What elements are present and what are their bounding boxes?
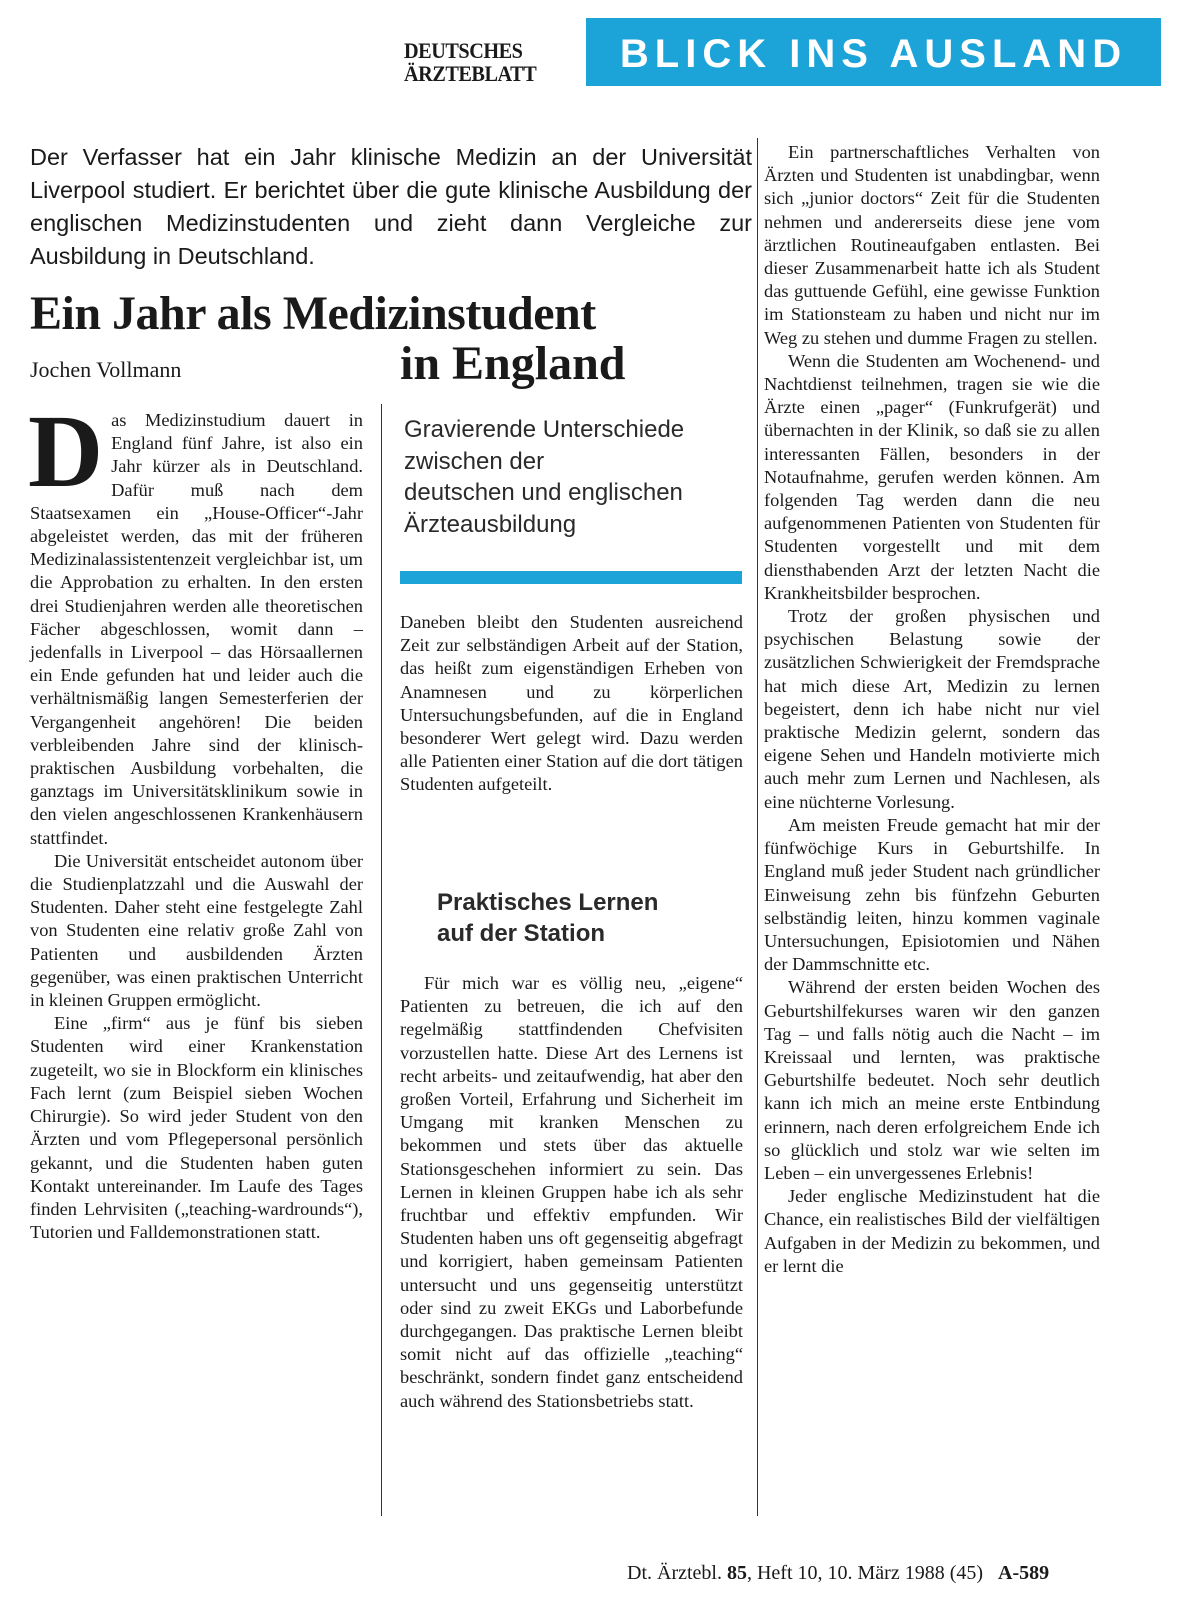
paragraph: Die Universität entscheidet autonom über die Studienplatzzahl und die Auswahl der Studenten. Daher steht eine festgelegte Zahl von Studenten eine relativ große Zahl von Patienten und ausbildenden Ärzten gegenüber, was einen praktischen Unterricht in kleinen Gruppen ermöglicht. xyxy=(30,850,363,1011)
subtitle-line: zwischen der xyxy=(404,447,545,475)
journal-logo xyxy=(404,39,560,85)
column-2-top xyxy=(400,611,743,797)
footer-issue: , Heft 10, 10. März 1988 (45) xyxy=(746,1562,984,1584)
paragraph-text: as Medizinstudium dauert in England fünf Jahre, ist also ein Jahr kürzer als in Deutschland. Dafür muß nach dem Staatsexamen ein „House-Officer“-Jahr abgeleistet werden, das mit der früheren Medizinalassistentenzeit vergleichbar ist, um die Approbation zu erhalten. In den ersten drei Studienjahren werden alle theoretischen Fächer abgeschlossen, womit dann – jedenfalls in Liverpool – das Hörsaallernen ein Ende gefunden hat und leider auch die verhältnismäßig langen Semesterferien der Vergangenheit angehören! Die beiden verbleibenden Jahre sind der klinisch-praktischen Ausbildung vorbehalten, die ganztags im Universitätsklinikum sowie in den vielen angeschlossenen Krankenhäusern stattfindet. xyxy=(30,410,363,848)
logo-line-2: ÄRZTEBLATT xyxy=(404,61,537,86)
paragraph: Wenn die Studenten am Wochenend- und Nachtdienst teilnehmen, tragen sie wie die Ärzte einen „pager“ (Funkrufgerät) und übernachten in der Klinik, so daß sie zu allen interessanten Fällen, besonders in der Notaufnahme, gerufen werden können. Am folgenden Tag werden dann die neu aufgenommenen Patienten von Studenten für Studenten vorgestellt und mit dem diensthabenden Arzt der letzten Nacht die Krankheitsbilder besprochen. xyxy=(764,350,1100,603)
logo-line-1: DEUTSCHES xyxy=(404,38,523,63)
subtitle-line: Ärzteausbildung xyxy=(404,510,577,538)
drop-cap: D xyxy=(28,394,104,509)
paragraph: Für mich war es völlig neu, „eigene“ Patienten zu betreuen, die ich auf den regelmäßig stattfindenden Chefvisiten vorzustellen hatte. Diese Art des Lernens ist recht arbeits- und zeitaufwendig, hat aber den großen Vorteil, Erfahrung und Sicherheit im Umgang mit kranken Menschen zu bekommen und stets über das aktuelle Stationsgeschehen informiert zu sein. Das Lernen in kleinen Gruppen habe ich als sehr fruchtbar und effektiv empfunden. Wir Studenten haben uns oft gegenseitig abgefragt und korrigiert, haben gemeinsam Patienten untersucht und uns gegenseitig unterstützt oder sind zu zweit EKGs und Laborbefunde durchgegangen. Das praktische Lernen bleibt somit nicht auf das offizielle „teaching“ beschränkt, sondern findet ganz entscheidend auch während des Stationsbetriebs statt. xyxy=(400,973,743,1411)
section-banner: BLICK INS AUSLAND xyxy=(586,18,1161,86)
lead-paragraph: Der Verfasser hat ein Jahr klinische Medizin an der Universität Liverpool studiert. Er berichtet über die gute klinische Ausbildung der englischen Medizinstudenten und zieht dann Vergleiche zur Ausbildung in Deutschland. xyxy=(30,144,752,269)
page-footer xyxy=(627,1562,1049,1585)
paragraph: Während der ersten beiden Wochen des Geburtshilfekurses waren wir den ganzen Tag – und falls nötig auch die Nacht – im Kreissaal und lernten, was praktische Geburtshilfe bedeutet. Noch sehr deutlich kann ich mich an meine erste Entbindung erinnern, nach deren erfolgreichem Ende ich so glücklich und stolz war wie selten im Leben – ein unvergessenes Erlebnis! xyxy=(764,977,1100,1183)
footer-page-number: A-589 xyxy=(998,1562,1050,1584)
column-2-bottom xyxy=(400,972,743,1413)
paragraph: Jeder englische Medizinstudent hat die Chance, ein realistisches Bild der vielfältigen Aufgaben in der Medizin zu bekommen, und er lernt die xyxy=(764,1186,1100,1276)
paragraph xyxy=(28,394,363,850)
subtitle xyxy=(404,414,749,540)
column-3 xyxy=(764,141,1100,1278)
subhead-line: Praktisches Lernen xyxy=(437,889,659,916)
paragraph: Am meisten Freude gemacht hat mir der fünfwöchige Kurs in Geburtshilfe. In England muß jeder Student nach gründlicher Einweisung zehn bis fünfzehn Geburten selbständig leiten, hinzu kommen vaginale Untersuchungen, Episiotomien und Nähen der Dammschnitte etc. xyxy=(764,814,1100,975)
section-subhead xyxy=(437,887,737,949)
headline-line-1: Ein Jahr als Medizinstudent xyxy=(30,287,596,340)
paragraph: Trotz der großen physischen und psychischen Belastung sowie der zusätzlichen Schwierigkeit der Fremdsprache hat mich diese Art, Medizin zu lernen begeistert, denn ich habe nicht nur viel praktische Medizin gelernt, sondern das eigene Sehen und Handeln motivierte mich auch mehr zum Lernen und Nachlesen, als eine nüchterne Vorlesung. xyxy=(764,606,1100,812)
paragraph: Eine „firm“ aus je fünf bis sieben Studenten wird einer Krankenstation zugeteilt, wo sie in Blockform ein klinisches Fach lernt (zum Beispiel sieben Wochen Chirurgie). So wird jeder Student von den Ärzten und vom Pflegepersonal persönlich gekannt, und die Studenten haben guten Kontakt untereinander. Im Laufe des Tages finden Lehrvisiten („teaching-wardrounds“), Tutorien und Falldemonstrationen statt. xyxy=(30,1013,363,1243)
paragraph: Ein partnerschaftliches Verhalten von Ärzten und Studenten ist unabdingbar, wenn sich „junior doctors“ Zeit für die Studenten nehmen und andererseits diese jene vom ärztlichen Routineaufgaben entlasten. Bei dieser Zusammenarbeit hatte ich als Student das guttuende Gefühl, eine gewisse Funktion im Stationsteam zu haben und nicht nur im Weg zu stehen und dumme Fragen zu stellen. xyxy=(764,142,1100,348)
headline-line-2: in England xyxy=(400,337,626,390)
footer-volume: 85 xyxy=(726,1562,747,1584)
paragraph: Daneben bleibt den Studenten ausreichend Zeit zur selbständigen Arbeit auf der Station, das heißt zum eigenständigen Erheben von Anamnesen und zu körperlichen Untersuchungsbefunden, auf die in England besonderer Wert gelegt wird. Dazu werden alle Patienten einer Station auf die dort tätigen Studenten aufgeteilt. xyxy=(400,612,743,795)
pullquote-bar xyxy=(400,571,742,584)
author-name: Jochen Vollmann xyxy=(30,357,182,382)
footer-journal: Dt. Ärztebl. xyxy=(627,1562,722,1584)
subtitle-line: Gravierende Unterschiede xyxy=(404,416,685,443)
column-rule xyxy=(757,138,758,1516)
subtitle-line: deutschen und englischen xyxy=(404,479,683,506)
subhead-line: auf der Station xyxy=(437,920,606,947)
column-rule xyxy=(381,404,382,1516)
column-1 xyxy=(28,394,363,1244)
